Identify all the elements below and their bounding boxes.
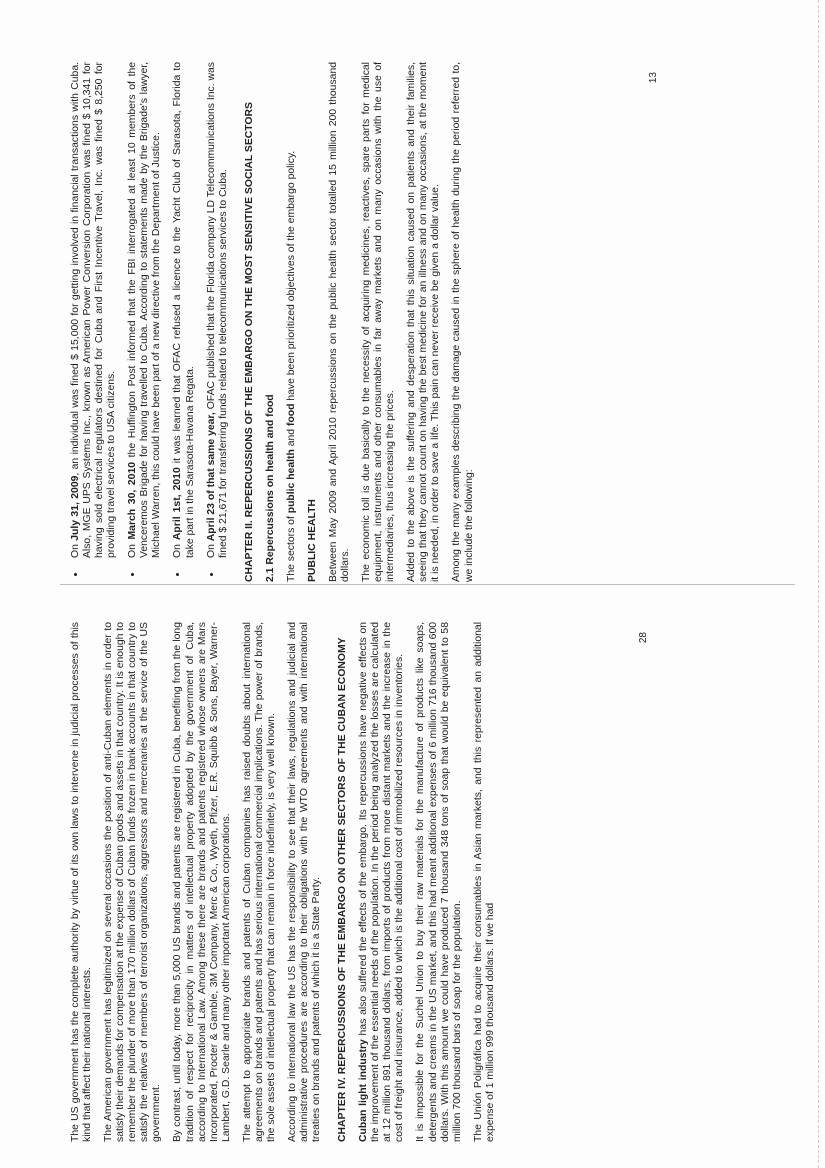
chapter-heading: CHAPTER II. REPERCUSSIONS OF THE EMBARGO ON THE MOST SENSITIVE SOCIAL SECTORS (243, 102, 255, 582)
bullet-item (172, 62, 196, 564)
body-paragraph: The Unión Poligráfica had to acquire their consumables in Asian markets, and this represented an additional expense of 1 million 999 thousand dollars. If we had (472, 622, 496, 1142)
light-industry-paragraph (358, 622, 406, 1142)
bullet-text: On (127, 539, 139, 558)
bullet-text: OFAC published that the Florida company LD Telecommunications Inc. was fined $ 21,671 for transferring funds related to telecommunications services to Cuba. (205, 61, 229, 558)
bullet-item (127, 62, 163, 564)
scan-edge-line (818, 0, 819, 1168)
body-paragraph: According to international law the US has the responsibility to see that their laws, regulations and judicial and administrative procedures are according to their obligations with the WTO agreements and with international treaties on brands and patents of which it is a State Party. (286, 622, 323, 1142)
text-run: The sectors of (285, 513, 297, 582)
text-run: and (285, 426, 297, 450)
bullet-text: On (70, 540, 81, 558)
body-paragraph: The US government has the complete authority by virtue of its own laws to intervene in judicial processes of this kind that affect their national interests. (70, 622, 94, 1142)
bullet-text: On (205, 541, 217, 558)
text-run-bold: food (285, 403, 297, 427)
page-divider (60, 584, 795, 585)
text-run: has also suffered the effects of the embargo. Its repercussions have negative effects on the improvement of the essential needs of the population. In the period being analyzed the losses are calculated at 12 million 891 thousand dollars, from imports of products from more distant markets and the increase in the cost of freight and insurance, added to which is the additional cost of immobilized resources in inventories. (358, 621, 406, 1142)
text-run-bold: Cuban light industry (358, 1039, 370, 1142)
body-paragraph: Added to the above is the suffering and desperation that this situation caused on patients and their families, seeing that they cannot count on having the best medicine for an illness and on many occasions, at the moment it is needed, in order to save a life. This pain can never receive be given a dollar value. (406, 62, 442, 582)
bullet-text: On (172, 540, 184, 558)
bullet-date: April 1st, 2010 (172, 467, 184, 541)
bullet-date: March 30, 2010 (127, 461, 139, 540)
body-paragraph: Among the many examples describing the damage caused in the sphere of health during the period referred to, we include the following: (451, 62, 475, 582)
body-paragraph: The attempt to appropriate brands and patents of Cuban companies has raised doubts about international agreements on brands and patents and has serious international commercial implications. The power of brands, the sole assets of intellectual property that can remain in force indefinitely, is very well known. (241, 622, 277, 1142)
public-health-heading: PUBLIC HEALTH (306, 499, 318, 582)
body-paragraph: It is impossible for the Suchel Union to buy their raw materials for the manufacture of products like soaps, detergents and creams in the US market, and this had meant additional expenses of 6 million 716 thousand 600 dollars. With this amount we could have produced 7 thousand 348 tons of soap that would be equivalent to 58 million 700 thousand bars of soap for the population. (415, 622, 463, 1142)
body-paragraph: By contrast, until today, more than 5,000 US brands and patents are registered in Cuba, benefiting from the long tradition of respect for reciprocity in matters of intellectual property adopted by the government of Cuba, according to International Law. Among these there are brands and patents registered whose owners are Mars Incorporated, Procter & Gamble, 3M Company, Merc & Co., Wyeth, Pfizer, E.R. Squibb & Sons, Bayer, Warner-Lambert, G.D. Searle and many other important American corporations. (172, 622, 232, 1142)
body-paragraph: The economic toll is due basically to the necessity of acquiring medicines, reactives, spare parts for medical equipment, instruments and other consumables in far away markets and on many occasions with the use of intermediaries, thus increasing the prices. (361, 62, 397, 582)
section-heading: 2.1 Repercussions on health and food (264, 394, 276, 582)
bullet-text: , an individual was fined $ 15,000 for getting involved in financial transactions with Cuba. Also, MGE UPS Systems Inc., known as American Power Conversion Corporation was fined $ 10,341 for having sold electrical regulators destined for Cuba and First Incentive Travel, Inc. was fined $ 8,250 for providing travel services to USA citizens. (70, 62, 118, 558)
chapter-heading: CHAPTER IV. REPERCUSSIONS OF THE EMBARGO ON OTHER SECTORS OF THE CUBAN ECONOMY (337, 637, 349, 1142)
bullet-text: the Huffington Post informed that the FBI interrogated at least 10 members of the Venceremos Brigade for having travelled to Cuba. According to statements made by the Brigade's lawyer, Michael Warren, this could have been part of a new directive from the Department of Justice. (127, 61, 163, 558)
document-page-28 (70, 621, 650, 1142)
bullet-date: April 23 of that same year, (205, 412, 217, 542)
bullet-item (206, 62, 230, 564)
page-number: 28 (638, 632, 650, 644)
page-number: 13 (648, 72, 660, 84)
body-paragraph: Between May 2009 and April 2010 repercussions on the public health sector totalled 15 million 200 thousand dollars. (327, 62, 351, 582)
bullet-text: it was learned that OFAC refused a licence to the Yacht Club of Sarasota, Florida to take part in the Sarasota-Havana Regata. (172, 61, 196, 558)
bullet-item (70, 62, 118, 564)
body-paragraph: The American government has legitimized on several occasions the position of anti-Cuban elements in order to satisfy their demands for compensation at the expense of Cuban goods and assets in that country. It is enough to remember the plunder of more than 170 million dollars of Cuban funds frozen in bank accounts in that country to satisfy the relatives of members of terrorist organizations, aggressors and mercenaries at the service of the US government. (103, 622, 163, 1142)
text-run-bold: public health (285, 449, 297, 514)
sectors-paragraph (286, 62, 298, 582)
bullet-date: July 31, 2009 (70, 475, 81, 541)
document-page-13 (70, 61, 660, 582)
text-run: have been prioritized objectives of the embargo policy. (285, 150, 297, 404)
incident-bullet-list (70, 62, 230, 582)
